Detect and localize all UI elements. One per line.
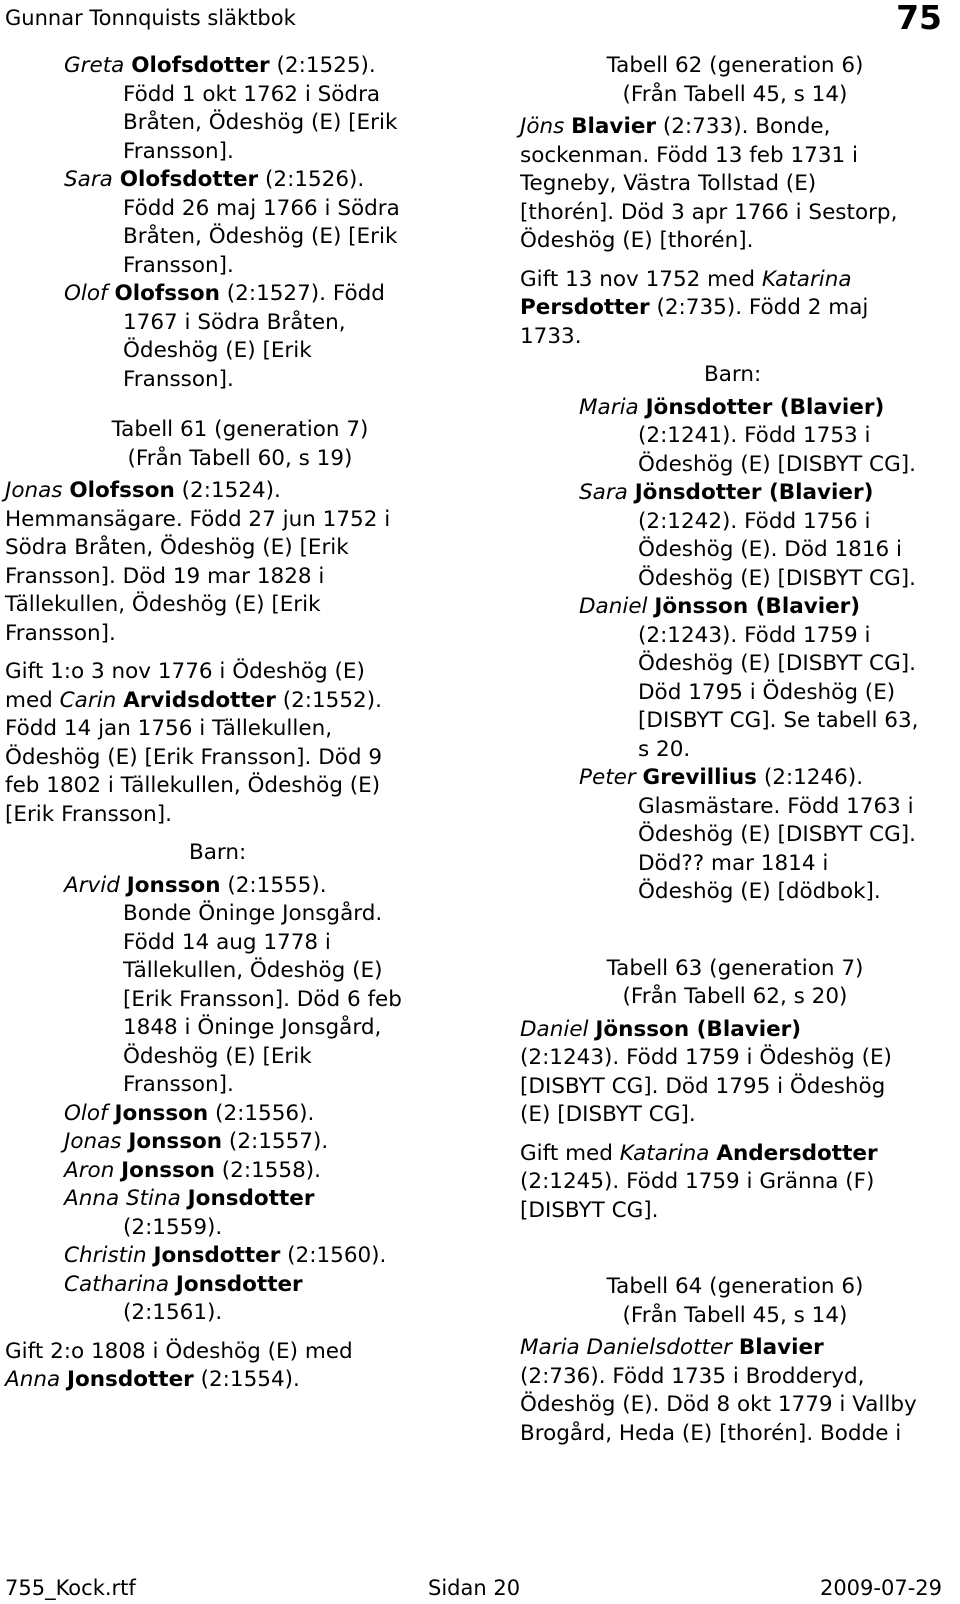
- given-name: Daniel: [520, 1016, 589, 1042]
- entry-text: (2:1242). Född 1756 i: [638, 508, 871, 534]
- entry-text: Född 26 maj 1766 i Södra: [123, 195, 400, 221]
- footer-page: Sidan 20: [428, 1576, 521, 1600]
- marriage-text: 1733.: [520, 323, 582, 349]
- surname: Jonsdotter: [153, 1243, 281, 1268]
- table-heading: Tabell 63 (generation 7): [606, 955, 864, 981]
- child-entry: [520, 394, 950, 423]
- entry-text: (2:1561).: [123, 1300, 223, 1325]
- marriage-text: [Erik Fransson].: [5, 801, 172, 827]
- surname: Jonsson: [126, 872, 221, 898]
- given-name: Arvid: [64, 872, 120, 898]
- children-label: Barn:: [704, 362, 762, 387]
- entry-text: (2:1243). Född 1759 i: [638, 622, 871, 648]
- surname: Blavier: [738, 1335, 824, 1360]
- entry-text: [thorén]. Död 3 apr 1766 i Sestorp,: [520, 199, 898, 225]
- given-name: Daniel: [579, 594, 648, 619]
- given-name: Anna Stina: [64, 1186, 181, 1211]
- given-name: Jonas: [5, 478, 63, 503]
- entry-text: Död 1795 i Ödeshög (E): [638, 679, 896, 705]
- table-63: Tabell 63 (generation 7) (Från Tabell 62, s 20) Daniel Jönsson (Blavier) (2:1243). Född 1759 i Ödeshög (E) [DISBYT CG]. Död 1795 i Ödeshög (E) [DISBYT CG]. Gift med Katarina Andersdotter (2:1245). Född 1759 i Gränna (F) [DISBYT CG].: [520, 955, 950, 1226]
- entry-text: Glasmästare. Född 1763 i: [638, 793, 914, 819]
- entry-text: Ödeshög (E) [Erik: [123, 338, 312, 363]
- table-64: [520, 1273, 950, 1448]
- surname: Olofsdotter: [131, 53, 270, 78]
- entry-text: Brogård, Heda (E) [thorén]. Bodde i: [520, 1420, 902, 1446]
- footer-filename: 755_Kock.rtf: [5, 1576, 136, 1600]
- entry-text: sockenman. Född 13 feb 1731 i: [520, 142, 859, 168]
- entry-text: [Erik Fransson]. Död 6 feb: [123, 986, 402, 1012]
- child-entry: Olof Jonsson (2:1556).: [64, 1100, 315, 1126]
- entry-text: Född 1 okt 1762 i Södra: [123, 81, 381, 107]
- table-heading: Tabell 61 (generation 7): [111, 417, 369, 442]
- child-entry: Jonas Jonsson (2:1557).: [64, 1129, 329, 1154]
- entry-text: (2:1559).: [123, 1214, 223, 1240]
- entry-text: Ödeshög (E). Död 1816 i: [638, 537, 903, 562]
- surname: Olofsson: [114, 281, 220, 306]
- surname: Olofsson: [69, 478, 175, 503]
- table-source: (Från Tabell 45, s 14): [622, 1302, 848, 1328]
- entry-text: Fransson].: [123, 1072, 234, 1097]
- entry-text: (2:1243). Född 1759 i Ödeshög (E): [520, 1045, 892, 1070]
- table-source: (Från Tabell 45, s 14): [622, 81, 848, 107]
- given-name: Olof: [64, 1100, 108, 1126]
- left-column: [5, 52, 475, 1395]
- entry-text: Södra Bråten, Ödeshög (E) [Erik: [5, 535, 349, 560]
- surname: Jönsson (Blavier): [595, 1016, 802, 1042]
- entry-text: (2:1241). Född 1753 i: [638, 423, 871, 448]
- entry-text: Ödeshög (E) [DISBYT CG].: [638, 651, 916, 676]
- given-name: Jonas: [64, 1129, 122, 1154]
- entry-text: Ödeshög (E) [DISBYT CG].: [638, 451, 916, 477]
- entry-text: Ödeshög (E) [thorén].: [520, 228, 754, 253]
- entry-text: [DISBYT CG]. Se tabell 63,: [638, 708, 919, 733]
- person-entry: Sara Olofsdotter (2:1526). Född 26 maj 1766 i Södra Bråten, Ödeshög (E) [Erik Fransson].: [5, 166, 475, 280]
- entry-text: 1848 i Öninge Jonsgård,: [123, 1015, 382, 1040]
- child-entry: Arvid Jonsson (2:1555).: [64, 872, 327, 898]
- right-column: [520, 52, 950, 1448]
- spouse-surname: Arvidsdotter: [123, 687, 276, 713]
- given-name: Olof: [64, 281, 108, 306]
- surname: Jönsson (Blavier): [654, 594, 861, 619]
- children-label: Barn:: [189, 840, 247, 865]
- surname: Jonsson: [121, 1157, 215, 1183]
- given-name: Sara: [579, 480, 628, 505]
- surname: Grevillius: [642, 765, 757, 790]
- spouse-surname: Persdotter: [520, 295, 650, 320]
- entry-text: Fransson].: [123, 252, 234, 278]
- page-number: 75: [896, 0, 942, 37]
- spouse-given-name: Anna: [5, 1367, 61, 1392]
- given-name: Sara: [64, 167, 113, 192]
- entry-text: Ödeshög (E) [Erik: [123, 1043, 312, 1069]
- surname: Jönsdotter (Blavier): [645, 394, 885, 420]
- entry-text: [DISBYT CG]. Död 1795 i Ödeshög: [520, 1073, 886, 1099]
- entry-text: Fransson].: [123, 366, 234, 392]
- marriage-text: Gift 2:o 1808 i Ödeshög (E) med: [5, 1338, 353, 1364]
- marriage-text: feb 1802 i Tällekullen, Ödeshög (E): [5, 773, 381, 798]
- given-name: Aron: [64, 1157, 115, 1183]
- entry-text: Fransson].: [123, 138, 234, 164]
- surname: Blavier: [571, 114, 657, 139]
- spouse-given-name: Katarina: [619, 1140, 710, 1166]
- surname: Olofsdotter: [119, 167, 259, 192]
- marriage-text: (2:1245). Född 1759 i Gränna (F): [520, 1169, 875, 1194]
- surname: Jonsdotter: [187, 1186, 315, 1211]
- person-entry: Olof Olofsson (2:1527). Född 1767 i Södra Bråten, Ödeshög (E) [Erik Fransson].: [5, 280, 475, 394]
- entry-text: Tällekullen, Ödeshög (E): [123, 958, 383, 983]
- given-name: Maria: [579, 394, 639, 420]
- entry-text: Fransson].: [5, 620, 116, 646]
- spouse-given-name: Katarina: [761, 266, 852, 292]
- entry-text: Ödeshög (E). Död 8 okt 1779 i Vallby: [520, 1392, 917, 1417]
- table-source: (Från Tabell 60, s 19): [127, 445, 353, 471]
- running-header-title: Gunnar Tonnquists släktbok: [5, 6, 296, 30]
- given-name: Greta: [64, 53, 125, 78]
- child-entry: Christin Jonsdotter (2:1560).: [64, 1243, 387, 1268]
- table-heading: Tabell 64 (generation 6): [606, 1274, 864, 1299]
- entry-text: Bråten, Ödeshög (E) [Erik: [123, 224, 398, 249]
- entry-text: Ödeshög (E) [DISBYT CG].: [638, 565, 916, 591]
- entry-text: Bonde Öninge Jonsgård.: [123, 901, 383, 926]
- entry-text: Tällekullen, Ödeshög (E) [Erik: [5, 592, 321, 617]
- table-62: Tabell 62 (generation 6) (Från Tabell 45, s 14) Jöns Blavier (2:733). Bonde, sockenman. Född 13 feb 1731 i Tegneby, Västra Tollstad (E) [thorén]. Död 3 apr 1766 i Sestorp, Ödeshög (E) [thorén]. Gift 13 nov 1752 med Katarina Persdotter (2:735). Född 2 maj 1733. Barn: Maria Jönsdotter (Blavier) (2:1241). Född 1753 i Ödeshög (E) [DISBYT CG]. Sara Jönsdotter (Blavier) (2:1242). Född 1756 i Ödeshög (E). Död 1816 i Ödeshög (E) [DISBYT CG]. Daniel Jönsson (Blavier) (2:1243). Född 1759 i Ödeshög (E) [DISBYT CG]. Död 1795 i Ödeshög (E) [DISBYT CG]. Se tabell 63, s 20. Peter Grevillius (2:1246). Glasmästare. Född 1763 i Ödeshög (E) [DISBYT CG]. Död?? mar 1814 i Ödeshög (E) [dödbok].: [520, 52, 950, 907]
- spouse-surname: Jonsdotter: [66, 1367, 194, 1392]
- child-entry: Aron Jonsson (2:1558).: [64, 1157, 322, 1183]
- child-entry: [5, 1185, 475, 1214]
- child-entry: [520, 479, 950, 508]
- child-entry: Peter Grevillius (2:1246).: [579, 765, 864, 790]
- footer-date: 2009-07-29: [819, 1576, 942, 1600]
- table-heading: Tabell 62 (generation 6): [606, 53, 864, 78]
- spouse-surname: Andersdotter: [716, 1140, 878, 1166]
- child-entry: [520, 593, 950, 622]
- entry-text: 1767 i Södra Bråten,: [123, 309, 346, 335]
- surname: Jönsdotter (Blavier): [634, 480, 874, 505]
- entry-text: Död?? mar 1814 i: [638, 850, 829, 876]
- child-entry: [5, 1271, 475, 1300]
- surname: Jonsson: [114, 1100, 209, 1126]
- entry-text: s 20.: [638, 736, 691, 762]
- entry-text: (E) [DISBYT CG].: [520, 1102, 696, 1127]
- marriage-text: Ödeshög (E) [Erik Fransson]. Död 9: [5, 744, 383, 770]
- given-name: Peter: [579, 765, 636, 790]
- entry-text: Född 14 aug 1778 i: [123, 929, 331, 955]
- entry-text: Hemmansägare. Född 27 jun 1752 i: [5, 506, 391, 532]
- marriage-text: [DISBYT CG].: [520, 1197, 659, 1223]
- given-name: Christin: [64, 1243, 147, 1268]
- entry-text: Fransson]. Död 19 mar 1828 i: [5, 563, 325, 589]
- marriage-text: Född 14 jan 1756 i Tällekullen,: [5, 716, 333, 741]
- entry-text: Ödeshög (E) [dödbok].: [638, 879, 881, 904]
- entry-text: Bråten, Ödeshög (E) [Erik: [123, 110, 398, 135]
- entry-text: (2:736). Född 1735 i Brodderyd,: [520, 1363, 865, 1389]
- person-entry: Greta Olofsdotter (2:1525). Född 1 okt 1762 i Södra Bråten, Ödeshög (E) [Erik Fransson].: [5, 52, 475, 166]
- spouse-given-name: Carin: [59, 687, 117, 713]
- given-name: Catharina: [64, 1271, 170, 1297]
- surname: Jonsson: [128, 1129, 223, 1154]
- table-source: (Från Tabell 62, s 20): [622, 984, 848, 1009]
- entry-text: Tegneby, Västra Tollstad (E): [520, 171, 817, 196]
- surname: Jonsdotter: [175, 1271, 303, 1297]
- table-61: Tabell 61 (generation 7) (Från Tabell 60, s 19) Jonas Olofsson (2:1524). Hemmansägare. Född 27 jun 1752 i Södra Bråten, Ödeshög (E) [Erik Fransson]. Död 19 mar 1828 i Tällekullen, Ödeshög (E) [Erik Fransson]. Gift 1:o 3 nov 1776 i Ödeshög (E) med Carin Arvidsdotter (2:1552). Född 14 jan 1756 i Tällekullen, Ödeshög (E) [Erik Fransson]. Död 9 feb 1802 i Tällekullen, Ödeshög (E) [Erik Fransson]. Barn: Arvid Jonsson (2:1555). Bonde Öninge Jonsgård. Född 14 aug 1778 i Tällekullen, Ödeshög (E) [Erik Fransson]. Död 6 feb 1848 i Öninge Jonsgård, Ödeshög (E) [Erik Fransson]. Olof Jonsson (2:1556). Jonas Jonsson (2:1557). Aron Jonsson (2:1558). Anna Stina Jonsdotter (2:1559). Christin Jonsdotter (2:1560). Catharina Jonsdotter (2:1561). Gift 2:o 1808 i Ödeshög (E) med Anna Jonsdotter (2:1554).: [5, 416, 475, 1395]
- given-name: Jöns: [520, 114, 565, 139]
- entry-text: Ödeshög (E) [DISBYT CG].: [638, 822, 916, 847]
- marriage-text: Gift 1:o 3 nov 1776 i Ödeshög (E): [5, 659, 365, 684]
- given-name: Maria Danielsdotter: [520, 1335, 733, 1360]
